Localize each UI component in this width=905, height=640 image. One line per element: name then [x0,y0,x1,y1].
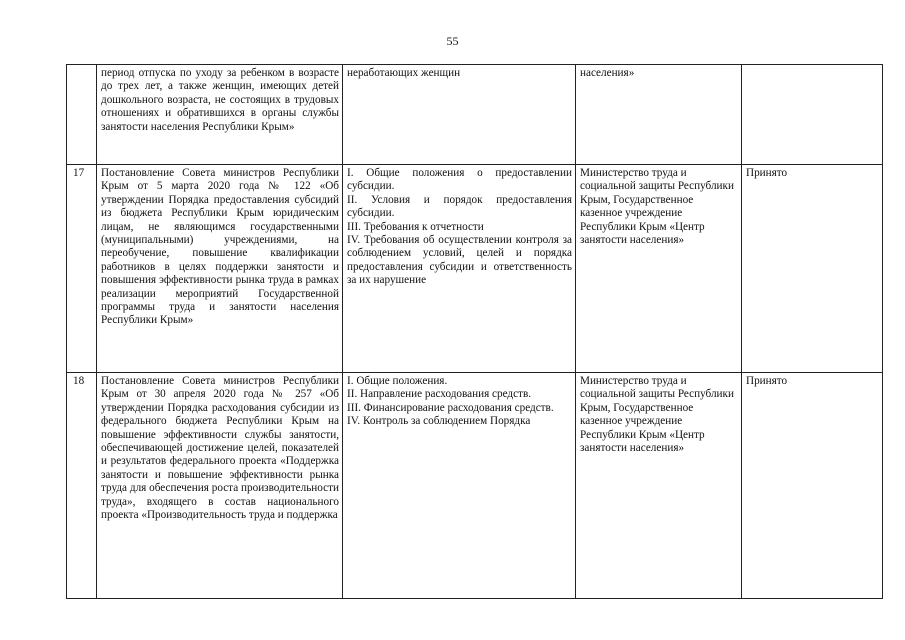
status-cell [742,65,883,165]
developer-cell: населения» [576,65,742,165]
document-title-cell: период отпуска по уходу за ребенком в возрасте до трех лет, а также женщин, имеющих детей дошкольного возраста, не состоящих в трудовых отношениях и обратившихся в органы службы занятости населения Республики Крым» [97,65,343,165]
status-cell: Принято [742,165,883,373]
structure-cell: неработающих женщин [343,65,576,165]
structure-cell: I. Общие положения о предоставлении субсидии. II. Условия и порядок предоставления субсидии. III. Требования к отчетности IV. Требования об осуществлении контроля за соблюдением условий, целей и порядка предоставления субсидии и ответственность за их нарушение [343,165,576,373]
document-title-cell: Постановление Совета министров Республики Крым от 5 марта 2020 года № 122 «Об утверждении Порядка предоставления субсидий из бюджета Республики Крым юридическим лицам, не являющимся государственными (муниципальными) учреждениями, на переобучение, повышение квалификации работников в целях поддержки занятости и повышения эффективности рынка труда в рамках реализации мероприятий Государственной программы труда и занятости населения Республики Крым» [97,165,343,373]
structure-cell: I. Общие положения. II. Направление расходования средств. III. Финансирование расходования средств. IV. Контроль за соблюдением Порядка [343,373,576,599]
status-cell: Принято [742,373,883,599]
row-number [67,65,97,165]
row-number: 18 [67,373,97,599]
row-number: 17 [67,165,97,373]
page-number: 55 [446,34,459,48]
document-table [66,64,883,599]
developer-cell: Министерство труда и социальной защиты Республики Крым, Государственное казенное учреждение Республики Крым «Центр занятости населения» [576,373,742,599]
developer-cell: Министерство труда и социальной защиты Республики Крым, Государственное казенное учреждение Республики Крым «Центр занятости населения» [576,165,742,373]
table-row [67,373,883,599]
table-row [67,65,883,165]
table-row [67,165,883,373]
document-title-cell: Постановление Совета министров Республики Крым от 30 апреля 2020 года № 257 «Об утверждении Порядка расходования субсидии из федерального бюджета Республики Крым на повышение эффективности службы занятости, обеспечивающей достижение целей, показателей и результатов федерального проекта «Поддержка занятости и повышение эффективности рынка труда для обеспечения роста производительности труда», входящего в состав национального проекта «Производительность труда и поддержка [97,373,343,599]
